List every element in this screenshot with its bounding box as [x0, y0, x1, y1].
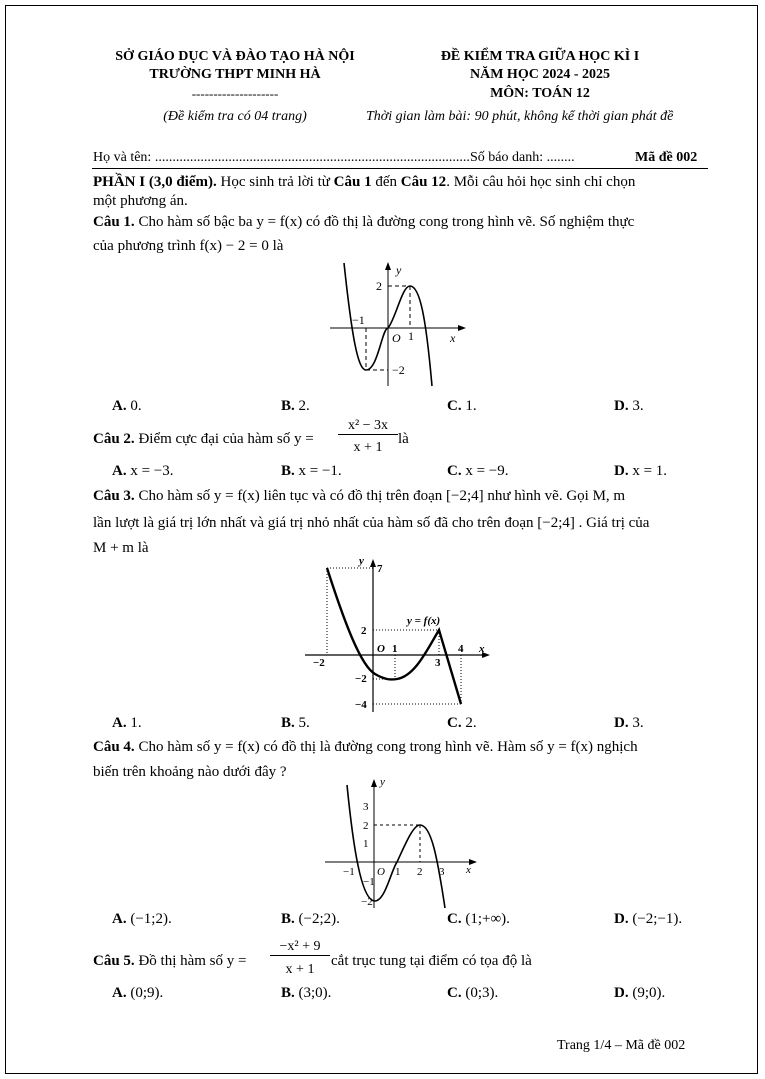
q2-option-c[interactable] — [447, 463, 509, 480]
q2-label: Câu 2. — [93, 431, 135, 447]
q3-option-text: 1. — [126, 715, 142, 731]
q4-option-text: (−1;2). — [126, 911, 172, 927]
part1-instructions-2: một phương án. — [93, 193, 188, 209]
q2-option-d[interactable] — [614, 463, 667, 480]
q1-option-letter: A. — [112, 398, 127, 414]
q1-option-text: 0. — [126, 398, 142, 414]
q3-option-b[interactable] — [281, 715, 310, 732]
q2-option-a[interactable] — [112, 463, 174, 480]
q4-option-text: (1;+∞). — [461, 911, 510, 927]
q3-text — [93, 486, 625, 506]
q3-line2: lần lượt là giá trị lớn nhất và giá trị nhỏ nhất của hàm số đã cho trên đoạn [−2;4] . Giá trị của — [93, 515, 650, 531]
q1-x-arrow — [458, 325, 466, 331]
q4-tick: −1 — [343, 866, 355, 878]
q2-denominator: x + 1 — [353, 440, 383, 455]
header-rule — [92, 168, 708, 169]
q4-option-c[interactable] — [447, 911, 510, 928]
q1-graph — [330, 258, 470, 388]
q4-tick: 1 — [363, 838, 369, 850]
q5-option-letter: A. — [112, 985, 127, 1001]
q2-option-b[interactable] — [281, 463, 342, 480]
q3-tick: 1 — [392, 643, 398, 655]
q3-option-d[interactable] — [614, 715, 644, 732]
q4-tick: 3 — [439, 866, 445, 878]
q5-numerator: −x² + 9 — [270, 939, 330, 956]
q3-option-letter: B. — [281, 715, 295, 731]
q3-label: Câu 3. — [93, 488, 135, 504]
q1-x-label: x — [450, 331, 456, 345]
q3-origin: O — [377, 643, 385, 655]
q3-option-text: 3. — [628, 715, 644, 731]
q3-line1: Cho hàm số y = f(x) liên tục và có đồ thị trên đoạn [−2;4] như hình vẽ. Gọi M, m — [134, 488, 626, 504]
q3-y-arrow — [370, 559, 376, 567]
part1-title: PHẦN I (3,0 điểm). — [93, 174, 217, 190]
q5-option-b[interactable] — [281, 985, 331, 1002]
q4-option-b[interactable] — [281, 911, 340, 928]
q3-option-letter: A. — [112, 715, 127, 731]
q1-text — [93, 212, 634, 232]
q3-graph — [305, 554, 495, 714]
time-note: Thời gian làm bài: 90 phút, không kể thời gian phát đề — [366, 109, 674, 124]
q2-option-text: x = −9. — [461, 463, 509, 479]
q1-option-text: 2. — [294, 398, 310, 414]
q3-option-text: 5. — [294, 715, 310, 731]
page-count-note: (Đề kiểm tra có 04 trang) — [163, 109, 307, 124]
q1-option-letter: C. — [447, 398, 462, 414]
q1-line1: Cho hàm số bậc ba y = f(x) có đồ thị là đường cong trong hình vẽ. Số nghiệm thực — [134, 214, 635, 230]
q5-denominator: x + 1 — [285, 962, 315, 977]
q4-option-text: (−2;2). — [294, 911, 340, 927]
q4-line2: biến trên khoảng nào dưới đây ? — [93, 764, 287, 780]
q4-option-letter: A. — [112, 911, 127, 927]
q3-function-label: y = f(x) — [407, 615, 441, 627]
q2-option-letter: A. — [112, 463, 127, 479]
q3-option-a[interactable] — [112, 715, 142, 732]
q1-y-label: y — [396, 263, 402, 277]
school-name: TRƯỜNG THPT MINH HÀ — [149, 67, 321, 82]
q2-option-letter: D. — [614, 463, 629, 479]
q3-tick: 3 — [435, 657, 441, 669]
part1-text: đến — [371, 174, 401, 190]
part1-from: Câu 1 — [333, 174, 372, 190]
q1-option-text: 1. — [461, 398, 477, 414]
q2-tail: là — [398, 431, 409, 447]
q4-option-letter: D. — [614, 911, 629, 927]
part1-text: . Mỗi câu hỏi học sinh chỉ chọn — [446, 174, 636, 190]
q3-tick: −4 — [355, 699, 367, 711]
q5-option-a[interactable] — [112, 985, 163, 1002]
q4-label: Câu 4. — [93, 739, 135, 755]
q4-tick: −1 — [363, 876, 375, 888]
q1-option-letter: D. — [614, 398, 629, 414]
q4-tick: 2 — [363, 820, 369, 832]
q3-option-letter: D. — [614, 715, 629, 731]
q1-option-c[interactable] — [447, 398, 477, 415]
q5-option-text: (0;9). — [126, 985, 164, 1001]
q4-x-label: x — [466, 864, 471, 876]
q4-tick: 3 — [363, 801, 369, 813]
q2-option-text: x = 1. — [628, 463, 668, 479]
q5-option-c[interactable] — [447, 985, 498, 1002]
q4-option-a[interactable] — [112, 911, 172, 928]
q4-tick: −2 — [361, 896, 373, 908]
q3-y-label: y — [359, 555, 364, 567]
q3-x-label: x — [479, 643, 485, 655]
header-divider: -------------------- — [191, 86, 279, 101]
q1-option-a[interactable] — [112, 398, 142, 415]
student-id-field[interactable]: Số báo danh: ........ — [470, 150, 575, 165]
q4-line1: Cho hàm số y = f(x) có đồ thị là đường cong trong hình vẽ. Hàm số y = f(x) nghịch — [134, 739, 638, 755]
q5-label: Câu 5. — [93, 953, 135, 969]
q5-text — [93, 951, 246, 971]
q2-option-letter: B. — [281, 463, 295, 479]
q2-option-letter: C. — [447, 463, 462, 479]
footer-exam-code: – Mã đề 002 — [611, 1038, 686, 1053]
q4-tick: 2 — [417, 866, 423, 878]
q4-y-arrow — [371, 779, 377, 787]
q4-option-letter: C. — [447, 911, 462, 927]
q3-tick: −2 — [355, 673, 367, 685]
q4-option-d[interactable] — [614, 911, 682, 928]
q1-origin: O — [392, 331, 401, 345]
q5-option-text: (0;3). — [461, 985, 499, 1001]
q5-option-text: (9;0). — [628, 985, 666, 1001]
q3-tick: 4 — [458, 643, 464, 655]
page-number: Trang 1/4 — [557, 1038, 612, 1053]
q3-line3: M + m là — [93, 540, 149, 556]
q3-option-letter: C. — [447, 715, 462, 731]
q4-graph — [325, 775, 485, 910]
q3-curve — [327, 568, 461, 704]
q2-option-text: x = −1. — [294, 463, 342, 479]
q4-option-letter: B. — [281, 911, 295, 927]
part1-to: Câu 12 — [400, 174, 447, 190]
q1-option-text: 3. — [628, 398, 644, 414]
q2-stem: Điểm cực đại của hàm số y = — [134, 431, 314, 447]
q5-option-letter: B. — [281, 985, 295, 1001]
part1-text: Học sinh trả lời từ — [216, 174, 334, 190]
school-year: NĂM HỌC 2024 - 2025 — [470, 67, 610, 82]
q3-tick: −2 — [313, 657, 325, 669]
q1-tick: 2 — [376, 279, 382, 293]
q1-option-letter: B. — [281, 398, 295, 414]
q4-origin: O — [377, 866, 385, 878]
ministry-name: SỞ GIÁO DỤC VÀ ĐÀO TẠO HÀ NỘI — [115, 49, 355, 64]
exam-title: ĐỀ KIỂM TRA GIỮA HỌC KÌ I — [440, 49, 640, 64]
q2-option-text: x = −3. — [126, 463, 174, 479]
q3-option-text: 2. — [461, 715, 477, 731]
q1-line2: của phương trình f(x) − 2 = 0 là — [93, 238, 284, 254]
q5-stem: Đồ thị hàm số y = — [134, 953, 247, 969]
q4-tick: 1 — [395, 866, 401, 878]
q4-curve — [347, 785, 445, 908]
q3-option-c[interactable] — [447, 715, 477, 732]
q5-option-letter: D. — [614, 985, 629, 1001]
q2-numerator: x² − 3x — [338, 418, 398, 435]
exam-code: Mã đề 002 — [635, 150, 698, 165]
q1-tick: −2 — [392, 363, 405, 377]
q1-option-d[interactable] — [614, 398, 644, 415]
q5-option-text: (3;0). — [294, 985, 332, 1001]
q5-option-d[interactable] — [614, 985, 665, 1002]
subject: MÔN: TOÁN 12 — [490, 86, 590, 101]
page-footer — [557, 1038, 685, 1054]
part1-instructions — [93, 172, 635, 192]
q1-label: Câu 1. — [93, 214, 135, 230]
q1-y-arrow — [385, 262, 391, 270]
q4-option-text: (−2;−1). — [628, 911, 683, 927]
q3-tick: 2 — [361, 625, 367, 637]
q3-tick: 7 — [377, 563, 383, 575]
q5-option-letter: C. — [447, 985, 462, 1001]
q4-text — [93, 737, 638, 757]
q1-tick: 1 — [408, 329, 414, 343]
q1-tick: −1 — [352, 313, 365, 327]
q4-y-label: y — [380, 776, 385, 788]
q2-text — [93, 429, 314, 449]
q1-option-b[interactable] — [281, 398, 310, 415]
q5-tail: cắt trục tung tại điểm có tọa độ là — [331, 953, 532, 969]
student-name-field[interactable]: Họ và tên: .......................................................................................... — [93, 150, 470, 165]
